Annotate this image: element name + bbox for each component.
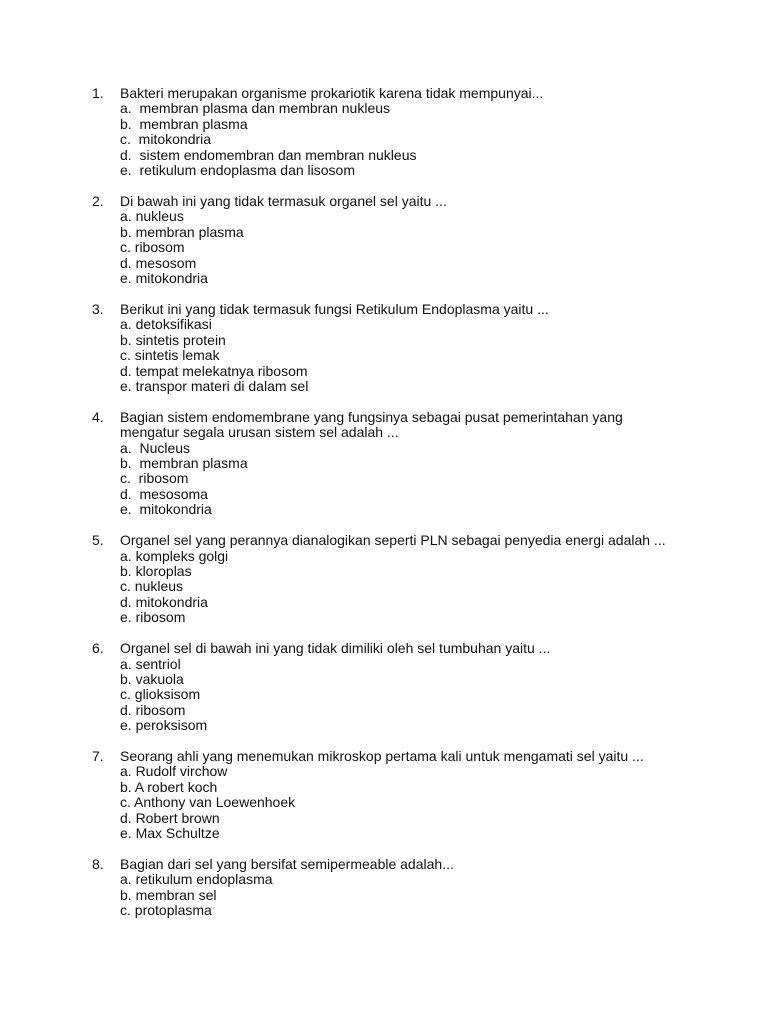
option-c: c. protoplasma xyxy=(120,902,212,919)
option-e: e. Max Schultze xyxy=(120,825,220,842)
option-b: b. membran plasma xyxy=(120,223,244,240)
option-b: b. membran plasma xyxy=(120,455,248,472)
option-list xyxy=(120,872,732,918)
question-text: Organel sel yang perannya dianalogikan seperti PLN sebagai penyedia energi adalah ... xyxy=(120,532,666,549)
option-list xyxy=(120,317,732,394)
option-e: e. transpor materi di dalam sel xyxy=(120,377,309,394)
option-b: b. sintetis protein xyxy=(120,331,226,348)
option-a: a. retikulum endoplasma xyxy=(120,871,273,888)
option-b: b. vakuola xyxy=(120,670,184,687)
question-number: 2. xyxy=(92,192,104,209)
option-d: d. ribosom xyxy=(120,701,186,718)
option-a: a. kompleks golgi xyxy=(120,547,229,564)
option-list xyxy=(120,101,732,178)
option-a: a. membran plasma dan membran nukleus xyxy=(120,100,391,117)
option-e: e. peroksisom xyxy=(120,717,208,734)
question-number: 3. xyxy=(92,300,104,317)
option-c: c. glioksisom xyxy=(120,686,201,703)
option-c: c. sintetis lemak xyxy=(120,347,220,364)
question-3 xyxy=(92,302,732,394)
option-d: d. mitokondria xyxy=(120,593,208,610)
option-list xyxy=(120,209,732,286)
question-6 xyxy=(92,641,732,733)
option-d: d. tempat melekatnya ribosom xyxy=(120,362,308,379)
option-list xyxy=(120,549,732,626)
question-1 xyxy=(92,86,732,178)
question-text: Seorang ahli yang menemukan mikroskop pertama kali untuk mengamati sel yaitu ... xyxy=(120,748,644,765)
option-d: d. mesosoma xyxy=(120,485,208,502)
option-e: e. retikulum endoplasma dan lisosom xyxy=(120,162,356,179)
question-number: 1. xyxy=(92,85,104,101)
option-e: e. ribosom xyxy=(120,609,186,626)
option-b: b. A robert koch xyxy=(120,778,218,795)
option-a: a. sentriol xyxy=(120,655,181,672)
option-d: d. Robert brown xyxy=(120,809,220,826)
question-number: 7. xyxy=(92,748,104,765)
question-4 xyxy=(92,410,732,518)
question-5 xyxy=(92,533,732,625)
option-e: e. mitokondria xyxy=(120,269,208,286)
question-text: Bagian sistem endomembrane yang fungsinya sebagai pusat pemerintahan yang mengatur segala urusan sistem sel adalah ... xyxy=(120,408,623,441)
option-a: a. nukleus xyxy=(120,208,184,225)
option-list xyxy=(120,657,732,734)
question-number: 8. xyxy=(92,855,104,872)
question-list xyxy=(92,86,732,934)
option-list xyxy=(120,764,732,841)
question-number: 5. xyxy=(92,532,104,549)
question-number: 6. xyxy=(92,640,104,657)
question-2 xyxy=(92,194,732,286)
question-text: Bagian dari sel yang bersifat semipermeable adalah... xyxy=(120,855,454,872)
option-b: b. membran plasma xyxy=(120,115,248,132)
option-c: c. ribosom xyxy=(120,470,189,487)
option-d: d. mesosom xyxy=(120,254,197,271)
option-b: b. membran sel xyxy=(120,886,217,903)
option-e: e. mitokondria xyxy=(120,501,212,518)
option-list xyxy=(120,441,732,518)
question-text: Di bawah ini yang tidak termasuk organel sel yaitu ... xyxy=(120,192,447,209)
question-8 xyxy=(92,857,732,919)
question-text: Berikut ini yang tidak termasuk fungsi Retikulum Endoplasma yaitu ... xyxy=(120,300,549,317)
option-a: a. Nucleus xyxy=(120,439,191,456)
option-c: c. nukleus xyxy=(120,578,184,595)
option-c: c. ribosom xyxy=(120,239,185,256)
question-7 xyxy=(92,749,732,841)
option-c: c. Anthony van Loewenhoek xyxy=(120,794,296,811)
option-d: d. sistem endomembran dan membran nukleus xyxy=(120,146,417,163)
question-number: 4. xyxy=(92,408,104,425)
question-text: Bakteri merupakan organisme prokariotik karena tidak mempunyai... xyxy=(120,85,544,101)
option-c: c. mitokondria xyxy=(120,131,212,148)
question-text: Organel sel di bawah ini yang tidak dimiliki oleh sel tumbuhan yaitu ... xyxy=(120,640,551,657)
option-a: a. detoksifikasi xyxy=(120,316,212,333)
option-b: b. kloroplas xyxy=(120,562,192,579)
option-a: a. Rudolf virchow xyxy=(120,763,228,780)
